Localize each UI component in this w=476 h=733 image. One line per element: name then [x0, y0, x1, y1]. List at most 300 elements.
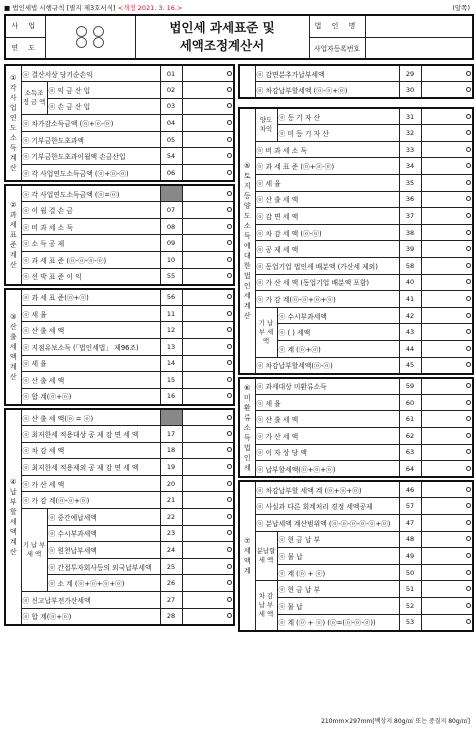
zero-mark-icon — [466, 603, 471, 608]
item-code: 36 — [399, 191, 421, 208]
amount-field[interactable] — [421, 444, 473, 461]
section-label: ④ 납부할 세액 계산 — [5, 409, 21, 625]
item-label: ⓞ 가 산 세 액 — [255, 428, 399, 445]
item-label: ⓞ 미 등 기 자 산 — [277, 125, 399, 142]
zero-mark-icon — [466, 449, 471, 454]
table-row — [5, 509, 234, 526]
item-code: 28 — [160, 608, 182, 625]
amount-field[interactable] — [182, 459, 234, 476]
item-label: ⓞ 세 율 — [255, 394, 399, 411]
amount-field[interactable] — [421, 224, 473, 241]
amount-field[interactable] — [421, 498, 473, 515]
zero-mark-icon — [466, 329, 471, 334]
item-code: 20 — [160, 475, 182, 492]
item-label: ⓞ 산 출 세 액 — [21, 372, 160, 389]
zero-mark-icon — [466, 230, 471, 235]
item-code: 45 — [399, 357, 421, 374]
table-row — [5, 608, 234, 625]
item-code: 29 — [399, 65, 421, 82]
item-label: ⓞ 분납세액 계산범위액 (ⓞ-ⓞ-ⓞ-ⓞ-ⓞ+ⓞ) — [255, 515, 399, 532]
amount-field[interactable] — [182, 388, 234, 405]
zero-mark-icon — [227, 497, 232, 502]
zero-mark-icon — [227, 415, 232, 420]
zero-mark-icon — [466, 346, 471, 351]
item-code: 02 — [160, 82, 182, 99]
form-source-line — [4, 2, 472, 14]
section-label: ⑦ 세 액 계 — [239, 481, 255, 630]
zero-mark-icon — [227, 103, 232, 108]
amount-field[interactable] — [182, 542, 234, 559]
table-row — [239, 581, 473, 598]
section-table — [238, 107, 474, 375]
zero-mark-icon — [227, 71, 232, 76]
zero-mark-icon — [227, 257, 232, 262]
amount-field[interactable] — [182, 322, 234, 339]
zero-mark-icon — [227, 273, 232, 278]
table-row — [5, 409, 234, 426]
zero-mark-icon — [227, 311, 232, 316]
item-code: 11 — [160, 305, 182, 322]
item-label: ⓞ 가 산 세 액 — [21, 475, 160, 492]
amount-field[interactable] — [182, 409, 234, 426]
item-label: ⓞ 소 득 공 제 — [21, 235, 160, 252]
zero-mark-icon — [227, 514, 232, 519]
section-label: ③ 산출세액 계산 — [5, 289, 21, 405]
item-label: ⓞ 기부금한도초과이월액 손금산입 — [21, 148, 160, 165]
zero-mark-icon — [227, 327, 232, 332]
item-label: ⓞ 세 율 — [255, 175, 399, 192]
table-row — [5, 289, 234, 306]
table-row — [239, 191, 473, 208]
zero-mark-icon — [227, 120, 232, 125]
item-code: 46 — [399, 481, 421, 498]
item-code: 22 — [160, 509, 182, 526]
table-row — [5, 131, 234, 148]
item-code: 57 — [399, 498, 421, 515]
table-row — [239, 274, 473, 291]
item-code: 59 — [399, 378, 421, 395]
amount-field[interactable] — [182, 575, 234, 592]
period-label: 사 업 — [5, 15, 45, 37]
amount-field[interactable] — [182, 202, 234, 219]
section-table — [4, 288, 235, 406]
item-code: 12 — [160, 322, 182, 339]
amount-field[interactable] — [421, 274, 473, 291]
item-code: 41 — [399, 291, 421, 308]
amount-field[interactable] — [182, 235, 234, 252]
revision-date: <개정 2021. 3. 16.> — [117, 4, 183, 12]
form-header — [4, 14, 474, 60]
item-label: ⓞ 계 (ⓞ+ⓞ) — [277, 341, 399, 358]
item-code: 55 — [160, 268, 182, 285]
item-label: ⓞ 과세대상 미환류소득 — [255, 378, 399, 395]
item-code: 35 — [399, 175, 421, 192]
amount-field[interactable] — [421, 614, 473, 631]
table-row — [239, 428, 473, 445]
amount-field[interactable] — [182, 82, 234, 99]
amount-field[interactable] — [182, 492, 234, 509]
item-label: ⓞ 가 산 세 액 (동업기업 배분액 포함) — [255, 274, 399, 291]
item-label: ⓞ 기부금한도초과액 — [21, 131, 160, 148]
period-field[interactable] — [45, 15, 135, 59]
amount-field[interactable] — [182, 442, 234, 459]
item-code: 49 — [399, 548, 421, 565]
item-code: 51 — [399, 581, 421, 598]
item-code: 27 — [160, 592, 182, 609]
zero-mark-icon — [227, 87, 232, 92]
table-row — [239, 141, 473, 158]
amount-field[interactable] — [421, 531, 473, 548]
amount-field[interactable] — [421, 158, 473, 175]
zero-mark-icon — [466, 180, 471, 185]
item-label: ⓞ 비 과 세 소 득 — [255, 141, 399, 158]
zero-mark-icon — [227, 431, 232, 436]
item-label: ⓞ 익 금 산 입 — [47, 82, 160, 99]
table-row — [5, 426, 234, 443]
zero-mark-icon — [466, 433, 471, 438]
table-row — [5, 372, 234, 389]
amount-field[interactable] — [421, 141, 473, 158]
amount-field[interactable] — [182, 355, 234, 372]
item-label: ⓞ 가 감 계(ⓞ-ⓞ+ⓞ+ⓞ) — [255, 291, 399, 308]
amount-field[interactable] — [421, 481, 473, 498]
item-code: 07 — [160, 202, 182, 219]
zero-mark-icon — [466, 279, 471, 284]
table-row — [5, 65, 234, 82]
amount-field[interactable] — [182, 509, 234, 526]
item-label: ⓞ 산 출 세 액(ⓞ = ⓞ) — [21, 409, 160, 426]
section-table — [238, 64, 474, 99]
table-row — [239, 411, 473, 428]
amount-field[interactable] — [421, 428, 473, 445]
item-code: 54 — [160, 148, 182, 165]
section-table — [238, 377, 474, 479]
zero-mark-icon — [466, 536, 471, 541]
item-label: ⓞ 신고납부전가산세액 — [21, 592, 160, 609]
zero-mark-icon — [227, 153, 232, 158]
zero-mark-icon — [466, 503, 471, 508]
item-label: ⓞ 감 면 세 액 — [255, 208, 399, 225]
amount-field[interactable] — [421, 191, 473, 208]
item-label: ⓞ 감면분추가납부세액 — [255, 65, 399, 82]
item-code: 39 — [399, 241, 421, 258]
item-code: 31 — [399, 108, 421, 125]
item-label: ⓞ 과 세 표 준 (ⓞ+ⓞ-ⓞ) — [255, 158, 399, 175]
table-row — [5, 322, 234, 339]
zero-mark-icon — [227, 447, 232, 452]
zero-mark-icon — [227, 224, 232, 229]
item-label: ⓞ 과 세 표 준 (ⓞ-ⓞ-ⓞ-ⓞ) — [21, 252, 160, 269]
table-row — [239, 481, 473, 498]
amount-field[interactable] — [182, 165, 234, 182]
section-label: ② 과세표준 계산 — [5, 185, 21, 285]
item-label: ⓞ 공 제 세 액 — [255, 241, 399, 258]
zero-mark-icon — [466, 246, 471, 251]
item-label: ⓞ 차감납부할 세액 계 (ⓞ+ⓞ+ⓞ) — [255, 481, 399, 498]
item-code: 64 — [399, 461, 421, 478]
item-code: 52 — [399, 598, 421, 615]
amount-field[interactable] — [421, 581, 473, 598]
amount-field[interactable] — [421, 341, 473, 358]
reg-no-field[interactable] — [365, 37, 473, 59]
zero-mark-icon — [227, 580, 232, 585]
amount-field[interactable] — [182, 426, 234, 443]
amount-field[interactable] — [182, 252, 234, 269]
amount-field[interactable] — [182, 592, 234, 609]
zero-mark-icon — [466, 570, 471, 575]
item-code: 61 — [399, 411, 421, 428]
item-label: ⓞ 비 과 세 소 득 — [21, 218, 160, 235]
item-label: ⓞ 납부할세액(ⓞ+ⓞ+ⓞ) — [255, 461, 399, 478]
table-row — [239, 208, 473, 225]
amount-field[interactable] — [421, 515, 473, 532]
stamp-icon — [93, 26, 104, 37]
zero-mark-icon — [466, 130, 471, 135]
amount-field[interactable] — [182, 305, 234, 322]
table-row — [5, 165, 234, 182]
item-label: ⓞ 합 계(ⓞ+ⓞ) — [21, 608, 160, 625]
item-code: 34 — [399, 158, 421, 175]
item-label: ⓞ 산 출 세 액 — [21, 322, 160, 339]
zero-mark-icon — [227, 481, 232, 486]
table-row — [239, 291, 473, 308]
zero-mark-icon — [466, 487, 471, 492]
item-code: 23 — [160, 525, 182, 542]
zero-mark-icon — [227, 393, 232, 398]
table-row — [5, 305, 234, 322]
amount-field[interactable] — [182, 339, 234, 356]
item-code: 62 — [399, 428, 421, 445]
amount-field[interactable] — [421, 82, 473, 99]
zero-mark-icon — [227, 377, 232, 382]
table-row — [5, 459, 234, 476]
section-label: ⑤ 토지등 양도소득에 대한 법인세 계산 — [239, 108, 255, 374]
zero-mark-icon — [466, 416, 471, 421]
table-row — [239, 531, 473, 548]
amount-field[interactable] — [182, 148, 234, 165]
amount-field[interactable] — [421, 378, 473, 395]
amount-field[interactable] — [421, 258, 473, 275]
table-row — [5, 185, 234, 202]
item-code: 15 — [160, 372, 182, 389]
item-code: 56 — [160, 289, 182, 306]
item-code: 08 — [160, 218, 182, 235]
table-row — [5, 235, 234, 252]
zero-mark-icon — [466, 362, 471, 367]
item-label: ⓞ 등 기 자 산 — [277, 108, 399, 125]
item-code: 47 — [399, 515, 421, 532]
table-row — [5, 475, 234, 492]
zero-mark-icon — [466, 71, 471, 76]
item-label: ⓞ 물 납 — [277, 598, 399, 615]
table-row — [5, 388, 234, 405]
item-code: 50 — [399, 564, 421, 581]
item-code — [160, 409, 182, 426]
amount-field[interactable] — [421, 65, 473, 82]
item-label: ⓞ 이 월 결 손 금 — [21, 202, 160, 219]
table-row — [5, 148, 234, 165]
item-label: ⓞ 계 (ⓞ + ⓞ) — [277, 564, 399, 581]
table-row — [5, 592, 234, 609]
zero-mark-icon — [466, 213, 471, 218]
item-label: ⓞ 가 감 계(ⓞ-ⓞ+ⓞ) — [21, 492, 160, 509]
item-code: 01 — [160, 65, 182, 82]
amount-field[interactable] — [421, 411, 473, 428]
zero-mark-icon — [227, 547, 232, 552]
amount-field[interactable] — [182, 185, 234, 202]
zero-mark-icon — [227, 240, 232, 245]
item-label: ⓞ 지점유보소득 (「법인세법」 제96조) — [21, 339, 160, 356]
table-row — [239, 394, 473, 411]
table-row — [239, 461, 473, 478]
section-label — [239, 65, 255, 98]
table-row — [5, 339, 234, 356]
reg-no-label: 사업자등록번호 — [309, 37, 365, 59]
amount-field[interactable] — [182, 558, 234, 575]
table-row — [5, 492, 234, 509]
amount-field[interactable] — [182, 608, 234, 625]
item-code: 38 — [399, 224, 421, 241]
amount-field[interactable] — [182, 131, 234, 148]
item-label: ⓞ 각 사업연도소득금액 (ⓞ=ⓞ) — [21, 185, 160, 202]
amount-field[interactable] — [421, 125, 473, 142]
amount-field[interactable] — [182, 218, 234, 235]
item-label: ⓞ 이 자 상 당 액 — [255, 444, 399, 461]
item-label: ⓞ 소 계 (ⓞ+ⓞ+ⓞ+ⓞ) — [47, 575, 160, 592]
period-label-2: 연 도 — [5, 37, 45, 59]
paper-spec: 210mm×297mm[백상지 80g/㎡ 또는 중질지 80g/㎡] — [321, 718, 470, 725]
group-label: 소득조정 금 액 — [21, 82, 47, 115]
table-row — [239, 498, 473, 515]
zero-mark-icon — [466, 400, 471, 405]
item-label: ⓞ 차가감소득금액 (ⓞ+ⓞ-ⓞ) — [21, 115, 160, 132]
zero-mark-icon — [227, 344, 232, 349]
item-label: ⓞ 선 박 표 준 이 익 — [21, 268, 160, 285]
item-label: ⓞ 동업기업 법인세 배분액 (가산세 제외) — [255, 258, 399, 275]
table-row — [239, 65, 473, 82]
page-side: (앞쪽) — [452, 4, 470, 12]
amount-field[interactable] — [182, 372, 234, 389]
item-code: 60 — [399, 394, 421, 411]
amount-field[interactable] — [421, 291, 473, 308]
zero-mark-icon — [466, 114, 471, 119]
amount-field[interactable] — [421, 564, 473, 581]
amount-field[interactable] — [182, 475, 234, 492]
item-code: 33 — [399, 141, 421, 158]
section-label: ① 각 사업연도 소득계산 — [5, 65, 21, 181]
table-row — [5, 115, 234, 132]
item-code: 42 — [399, 307, 421, 324]
item-code: 37 — [399, 208, 421, 225]
item-label: ⓞ 산 출 세 액 — [255, 411, 399, 428]
zero-mark-icon — [466, 87, 471, 92]
table-row — [239, 241, 473, 258]
item-code: 09 — [160, 235, 182, 252]
table-row — [239, 175, 473, 192]
zero-mark-icon — [466, 313, 471, 318]
item-code: 26 — [160, 575, 182, 592]
amount-field[interactable] — [421, 598, 473, 615]
item-code: 43 — [399, 324, 421, 341]
group-label: 분납할 세 액 — [255, 531, 277, 581]
table-row — [5, 252, 234, 269]
table-row — [5, 218, 234, 235]
zero-mark-icon — [227, 564, 232, 569]
section-label: ⑥ 미환류소득 법인세 — [239, 378, 255, 478]
item-label: ⓞ 계 (ⓞ + ⓞ) (ⓞ=(ⓞ-ⓞ-ⓞ)) — [277, 614, 399, 631]
amount-field[interactable] — [421, 241, 473, 258]
table-row — [5, 355, 234, 372]
amount-field[interactable] — [182, 65, 234, 82]
item-label: ⓞ 각 사업연도소득금액 (ⓞ+ⓞ-ⓞ) — [21, 165, 160, 182]
amount-field[interactable] — [182, 525, 234, 542]
amount-field[interactable] — [182, 115, 234, 132]
item-code: 14 — [160, 355, 182, 372]
item-code: 03 — [160, 98, 182, 115]
amount-field[interactable] — [182, 289, 234, 306]
section-table — [4, 184, 235, 286]
item-label: ⓞ 차감납부할세액 (ⓞ-ⓞ+ⓞ) — [255, 82, 399, 99]
amount-field[interactable] — [421, 461, 473, 478]
amount-field[interactable] — [182, 268, 234, 285]
table-row — [5, 202, 234, 219]
item-code: 44 — [399, 341, 421, 358]
item-label: ⓞ 현 금 납 부 — [277, 581, 399, 598]
item-code: 04 — [160, 115, 182, 132]
item-code: 10 — [160, 252, 182, 269]
item-code: 19 — [160, 459, 182, 476]
zero-mark-icon — [466, 383, 471, 388]
item-label: ⓞ 사실과 다른 회계처리 경정 세액공제 — [255, 498, 399, 515]
zero-mark-icon — [466, 296, 471, 301]
item-code: 40 — [399, 274, 421, 291]
zero-mark-icon — [227, 360, 232, 365]
table-row — [239, 357, 473, 374]
item-code: 48 — [399, 531, 421, 548]
item-label: ⓞ 원천납부세액 — [47, 542, 160, 559]
item-label: ⓞ 합 계(ⓞ+ⓞ) — [21, 388, 160, 405]
table-row — [239, 158, 473, 175]
zero-mark-icon — [227, 207, 232, 212]
item-label: ⓞ 차 감 세 액 — [21, 442, 160, 459]
table-row — [239, 307, 473, 324]
item-code: 16 — [160, 388, 182, 405]
table-row — [239, 515, 473, 532]
amount-field[interactable] — [421, 307, 473, 324]
amount-field[interactable] — [421, 108, 473, 125]
amount-field[interactable] — [421, 175, 473, 192]
item-label: ⓞ 현 금 납 부 — [277, 531, 399, 548]
amount-field[interactable] — [421, 548, 473, 565]
item-label: ⓞ 세 율 — [21, 355, 160, 372]
item-label: ⓞ 최저한세 적용대상 공 제 감 면 세 액 — [21, 426, 160, 443]
item-code: 05 — [160, 131, 182, 148]
amount-field[interactable] — [421, 357, 473, 374]
zero-mark-icon — [227, 464, 232, 469]
amount-field[interactable] — [421, 208, 473, 225]
item-code: 17 — [160, 426, 182, 443]
amount-field[interactable] — [182, 98, 234, 115]
item-label: ⓞ 결산서상 당기순손익 — [21, 65, 160, 82]
form-source: ■ 법인세법 시행규칙 [별지 제3호서식] — [4, 4, 116, 12]
table-row — [239, 82, 473, 99]
amount-field[interactable] — [421, 324, 473, 341]
section-table — [238, 480, 474, 631]
item-code: 53 — [399, 614, 421, 631]
amount-field[interactable] — [421, 394, 473, 411]
item-code: 24 — [160, 542, 182, 559]
corp-name-field[interactable] — [365, 15, 473, 37]
